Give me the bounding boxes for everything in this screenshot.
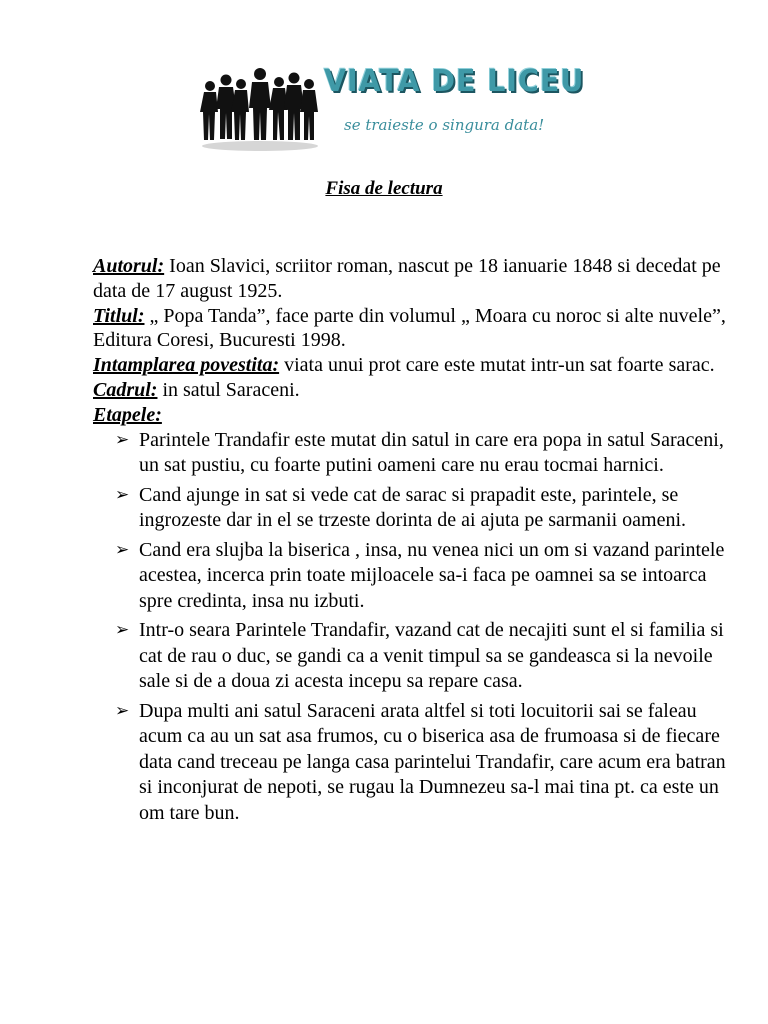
stages-label: Etapele: [93, 403, 162, 426]
list-item [115, 699, 733, 827]
silhouettes-image [196, 62, 326, 154]
list-item [115, 618, 733, 695]
author-text: Ioan Slavici, scriitor roman, nascut pe 18 ianuarie 1848 si decedat pe data de 17 august 1925. [93, 255, 721, 302]
list-item [115, 538, 733, 615]
author-paragraph [93, 254, 733, 304]
stage-text: Parintele Trandafir este mutat din satul in care era popa in satul Saraceni, un sat pustiu, cu foarte putini oameni care nu erau tocmai harnici. [139, 428, 724, 477]
arrow-bullet-icon: ➢ [115, 429, 130, 450]
story-text: viata unui prot care este mutat intr-un sat foarte sarac. [279, 354, 715, 377]
story-label: Intamplarea povestita: [93, 354, 280, 377]
work-title-paragraph [93, 304, 733, 354]
work-title-text: „ Popa Tanda”, face parte din volumul „ Moara cu noroc si alte nuvele”, Editura Coresi, Bucuresti 1998. [93, 304, 726, 352]
document-body [93, 254, 733, 830]
list-item [115, 483, 733, 534]
work-title-label: Titlul: [93, 304, 145, 327]
author-label: Autorul: [93, 255, 165, 277]
logo-slogan: se traieste o singura data! [344, 116, 545, 134]
setting-paragraph [93, 378, 733, 403]
title-text: Fisa de lectura [325, 178, 443, 199]
arrow-bullet-icon: ➢ [115, 539, 130, 560]
document-title [0, 178, 768, 200]
stage-text: Dupa multi ani satul Saraceni arata altfel si toti locuitorii sai se faleau acum ca au un sat asa frumos, cu o biserica asa de frumoasa si de fiecare data cand treceau pe langa casa parintelui Trandafir, care acum era batran si inconjurat de nepoti, se rugau la Dumnezeu sa-l mai tina pt. ca este un om tare bun. [139, 699, 726, 824]
story-paragraph [93, 353, 733, 378]
list-item [115, 428, 733, 479]
arrow-bullet-icon: ➢ [115, 620, 130, 641]
logo [196, 62, 626, 154]
arrow-bullet-icon: ➢ [115, 700, 130, 721]
stages-heading [93, 403, 733, 428]
stage-text: Cand ajunge in sat si vede cat de sarac si prapadit este, parintele, se ingrozeste dar in el se trzeste dorinta de ai ajuta pe sarmanii oameni. [139, 483, 687, 532]
setting-label: Cadrul: [93, 378, 158, 401]
stage-text: Intr-o seara Parintele Trandafir, vazand cat de necajiti sunt el si familia si cat de rau o duc, se gandi ca a venit timpul sa se gandeasca si la nevoile sale si de a doua zi acesta incepu sa repare casa. [139, 619, 724, 693]
stage-text: Cand era slujba la biserica , insa, nu venea nici un om si vazand parintele acestea, incerca prin toate mijloacele sa-i faca pe oamnei sa se intoarca spre credinta, insa nu izbuti. [139, 538, 725, 612]
logo-title: VIATA DE LICEU [324, 64, 585, 99]
stages-list [93, 428, 733, 827]
setting-text: in satul Saraceni. [157, 378, 300, 401]
arrow-bullet-icon: ➢ [115, 484, 130, 505]
